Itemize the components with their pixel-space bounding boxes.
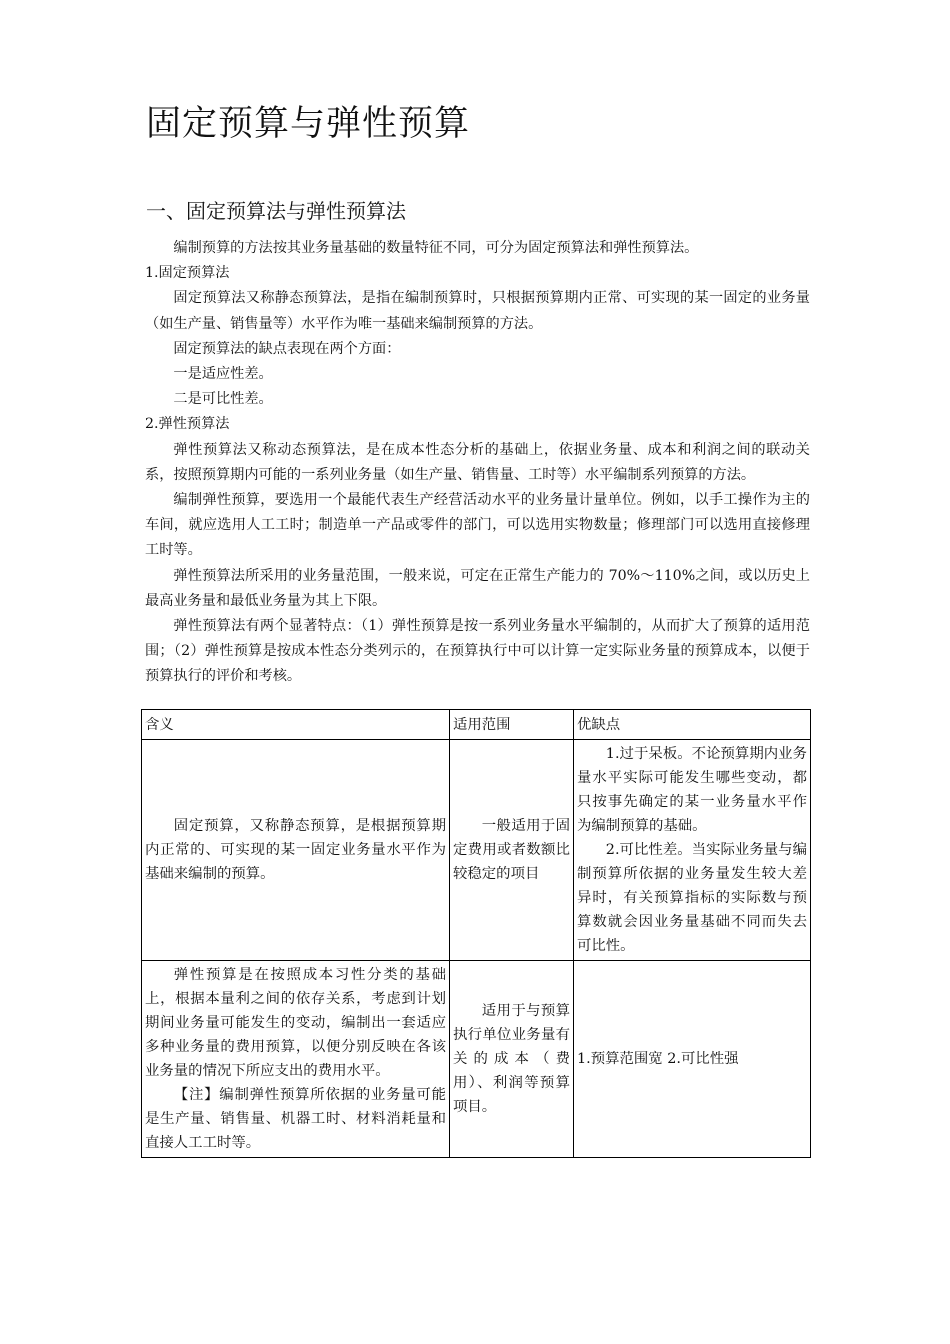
body-text <box>145 236 810 690</box>
paragraph-flexible-range: 弹性预算法所采用的业务量范围，一般来说，可定在正常生产能力的 70%～110%之间，或以历史上最高业务量和最低业务量为其上下限。 <box>145 567 810 609</box>
cell-text: 1.过于呆板。不论预算期内业务量水平实际可能发生哪些变动，都只按事先确定的某一业务量水平作为编制预算的基础。 <box>577 746 807 834</box>
paragraph-drawback-1: 一是适应性差。 <box>173 366 273 383</box>
table-row <box>142 740 811 961</box>
paragraph-flexible-features: 弹性预算法有两个显著特点：（1）弹性预算是按一系列业务量水平编制的，从而扩大了预算的适用范围；（2）弹性预算是按成本性态分类列示的，在预算执行中可以计算一定实际业务量的预算成本，以便于预算执行的评价和考核。 <box>145 618 810 685</box>
cell-text: 一般适用于固定费用或者数额比较稳定的项目 <box>453 818 570 882</box>
table-row <box>142 961 811 1158</box>
cell-text: 适用于与预算执行单位业务量有关的成本（费用）、利润等预算项目。 <box>453 1003 570 1115</box>
cell-pros-cons <box>574 961 811 1158</box>
subheading-fixed-budget: 1.固定预算法 <box>145 265 230 282</box>
header-scope: 适用范围 <box>450 710 574 740</box>
cell-meaning <box>142 961 450 1158</box>
paragraph-flexible-unit: 编制弹性预算，要选用一个最能代表生产经营活动水平的业务量计量单位。例如，以手工操作为主的车间，就应选用人工工时；制造单一产品或零件的部门，可以选用实物数量；修理部门可以选用直接修理工时等。 <box>145 492 810 559</box>
paragraph-intro: 编制预算的方法按其业务量基础的数量特征不同，可分为固定预算法和弹性预算法。 <box>173 240 699 256</box>
document-title: 固定预算与弹性预算 <box>146 104 471 144</box>
cell-meaning <box>142 740 450 961</box>
paragraph-fixed-definition: 固定预算法又称静态预算法，是指在编制预算时，只根据预算期内正常、可实现的某一固定的业务量（如生产量、销售量等）水平作为唯一基础来编制预算的方法。 <box>145 290 810 332</box>
paragraph-flexible-definition: 弹性预算法又称动态预算法，是在成本性态分析的基础上，依据业务量、成本和利润之间的联动关系，按照预算期内可能的一系列业务量（如生产量、销售量、工时等）水平编制系列预算的方法。 <box>145 441 810 483</box>
cell-scope <box>450 961 574 1158</box>
section-heading: 一、固定预算法与弹性预算法 <box>146 199 406 223</box>
cell-text: 1.预算范围宽 2.可比性强 <box>577 1051 739 1067</box>
header-pros-cons: 优缺点 <box>574 710 811 740</box>
subheading-flexible-budget: 2.弹性预算法 <box>145 416 230 433</box>
paragraph-drawback-2: 二是可比性差。 <box>173 391 273 408</box>
cell-text: 固定预算，又称静态预算，是根据预算期内正常的、可实现的某一固定业务量水平作为基础来编制的预算。 <box>145 818 446 882</box>
table-header-row <box>142 710 811 740</box>
paragraph-fixed-drawbacks: 固定预算法的缺点表现在两个方面： <box>173 340 401 357</box>
cell-text: 弹性预算是在按照成本习性分类的基础上，根据本量利之间的依存关系，考虑到计划期间业务量可能发生的变动，编制出一套适应多种业务量的费用预算，以便分别反映在各该业务量的情况下所应支出的费用水平。 <box>145 967 446 1079</box>
cell-pros-cons <box>574 740 811 961</box>
comparison-table <box>141 709 811 1158</box>
header-meaning: 含义 <box>142 710 450 740</box>
cell-scope <box>450 740 574 961</box>
cell-note: 【注】编制弹性预算所依据的业务量可能是生产量、销售量、机器工时、材料消耗量和直接人工工时等。 <box>145 1087 446 1151</box>
cell-text: 2.可比性差。当实际业务量与编制预算所依据的业务量发生较大差异时，有关预算指标的实际数与预算数就会因业务量基础不同而失去可比性。 <box>577 842 807 954</box>
